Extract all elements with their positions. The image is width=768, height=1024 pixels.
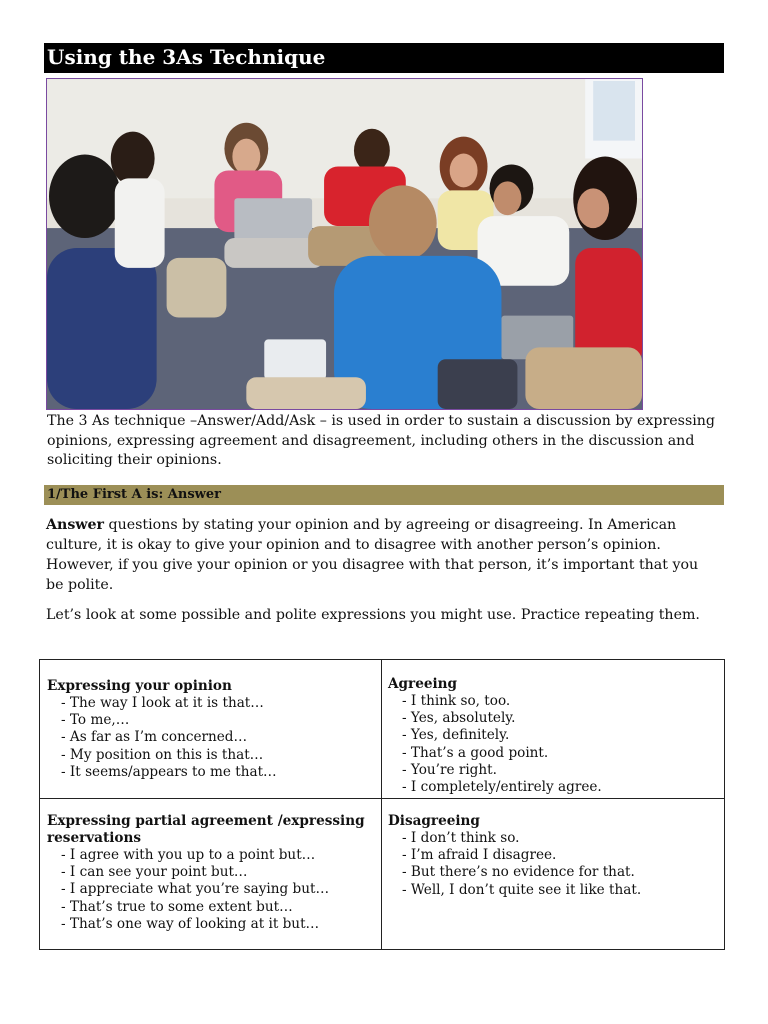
group-discussion-photo <box>46 78 643 410</box>
list-item: - I agree with you up to a point but… <box>61 847 381 864</box>
opinion-list <box>47 695 381 781</box>
list-item: - That’s a good point. <box>402 745 724 762</box>
agreeing-cell <box>382 660 725 799</box>
list-item: - You’re right. <box>402 762 724 779</box>
list-item: - It seems/appears to me that… <box>61 764 381 781</box>
intro-paragraph: The 3 As technique –Answer/Add/Ask – is used in order to sustain a discussion by expressing opinions, expressing agreement and disagreement, including others in the discussion and soliciting their opinions. <box>47 413 715 469</box>
list-item: - I completely/entirely agree. <box>402 779 724 796</box>
list-item: - But there’s no evidence for that. <box>402 864 724 881</box>
page-title: Using the 3As Technique <box>44 43 724 73</box>
partial-agreement-heading: Expressing partial agreement /expressing reservations <box>47 813 365 846</box>
list-item: - As far as I’m concerned… <box>61 729 381 746</box>
answer-paragraph-text: questions by stating your opinion and by agreeing or disagreeing. In American culture, it is okay to give your opinion and to disagree with another person’s opinion. However, if you give your opinion or you disagree with that person, it’s important that you be polite. <box>46 517 699 593</box>
disagreeing-heading: Disagreeing <box>388 813 480 829</box>
list-item: - Yes, definitely. <box>402 727 724 744</box>
list-item: - I don’t think so. <box>402 830 724 847</box>
list-item: - I think so, too. <box>402 693 724 710</box>
practice-paragraph: Let’s look at some possible and polite expressions you might use. Practice repeating them. <box>46 607 700 623</box>
list-item: - Yes, absolutely. <box>402 710 724 727</box>
agreeing-list <box>388 693 724 796</box>
list-item: - That’s true to some extent but… <box>61 899 381 916</box>
disagreeing-cell <box>382 799 725 950</box>
disagreeing-list <box>388 830 724 899</box>
answer-paragraph <box>46 515 714 595</box>
list-item: - I can see your point but… <box>61 864 381 881</box>
answer-lead-term: Answer <box>46 517 105 533</box>
list-item: - That’s one way of looking at it but… <box>61 916 381 933</box>
photo-illustration <box>47 79 642 409</box>
list-item: - To me,… <box>61 712 381 729</box>
list-item: - Well, I don’t quite see it like that. <box>402 882 724 899</box>
partial-agreement-cell <box>40 799 382 950</box>
agreeing-heading: Agreeing <box>388 676 458 692</box>
opinion-heading: Expressing your opinion <box>47 678 232 694</box>
expressions-table <box>39 659 725 950</box>
list-item: - My position on this is that… <box>61 747 381 764</box>
opinion-cell <box>40 660 382 799</box>
list-item: - I’m afraid I disagree. <box>402 847 724 864</box>
section-heading: 1/The First A is: Answer <box>44 485 724 505</box>
partial-agreement-list <box>47 847 381 933</box>
list-item: - The way I look at it is that… <box>61 695 381 712</box>
list-item: - I appreciate what you’re saying but… <box>61 881 381 898</box>
